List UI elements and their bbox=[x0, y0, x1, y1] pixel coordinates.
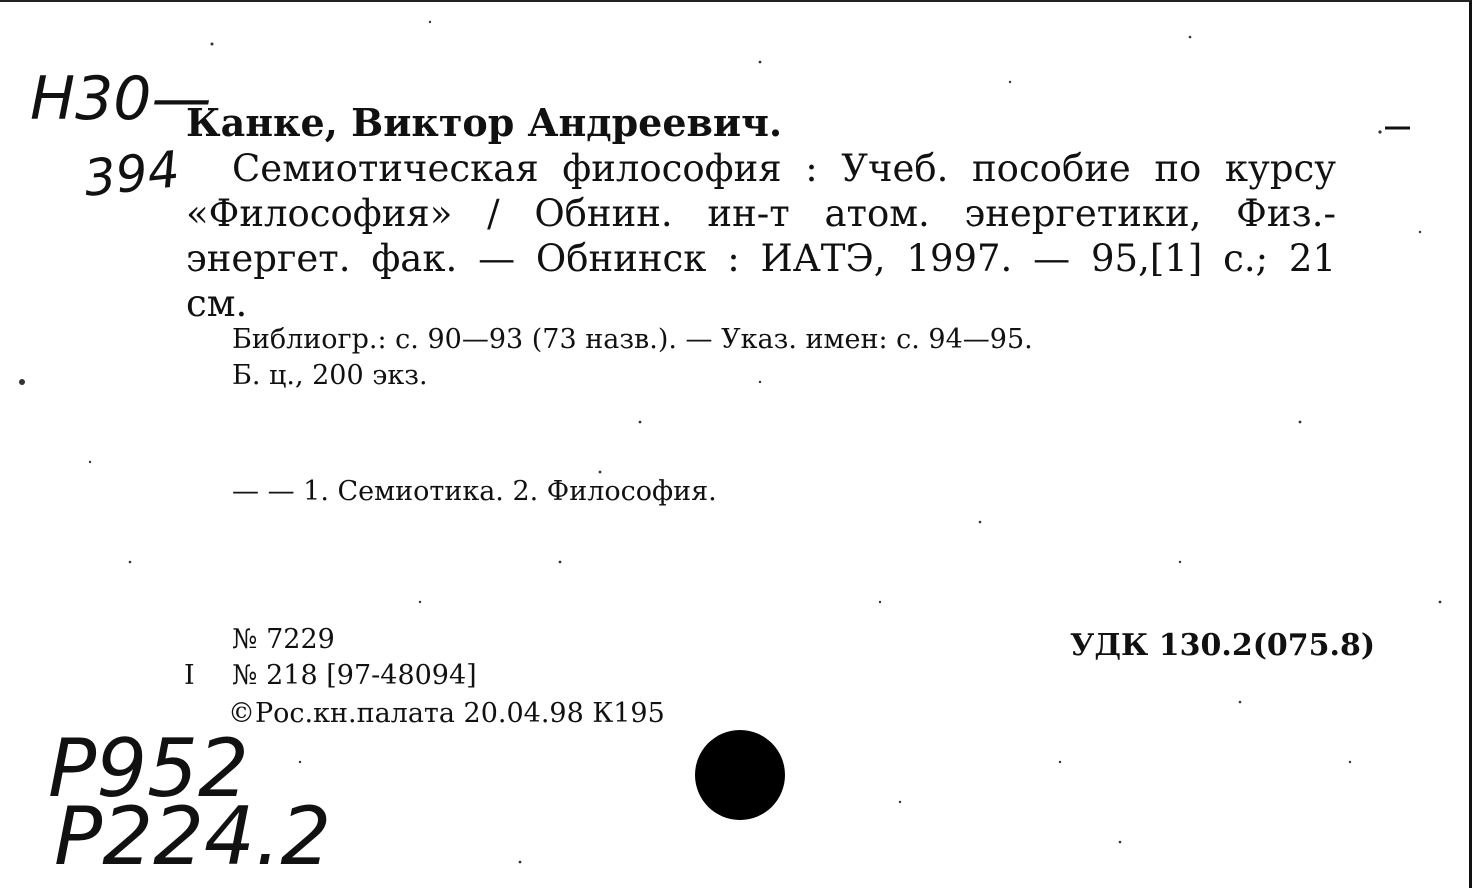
bibliography-note: Библиогр.: с. 90—93 (73 назв.). — Указ. имен: с. 94—95. bbox=[232, 324, 1033, 355]
series-mark: I bbox=[184, 660, 195, 691]
scan-noise bbox=[0, 2, 1472, 890]
price-print-run-note: Б. ц., 200 экз. bbox=[232, 360, 428, 391]
registration-number: № 218 [97-48094] bbox=[232, 660, 477, 691]
subject-headings: — — 1. Семиотика. 2. Философия. bbox=[232, 476, 717, 507]
shelfmark-line2: 394 bbox=[81, 140, 183, 208]
handwritten-code-1: Р952 bbox=[48, 722, 249, 815]
description-line: см. bbox=[186, 282, 248, 325]
card-number: № 7229 bbox=[232, 624, 335, 655]
shelfmark-line1: Н30— bbox=[30, 64, 212, 134]
description-line: энергет. фак. — Обнинск : ИАТЭ, 1997. — 95,[1] с.; 21 bbox=[186, 237, 1336, 280]
handwritten-code-2: Р224.2 bbox=[54, 790, 332, 883]
copyright-line: ©Рос.кн.палата 20.04.98 К195 bbox=[228, 698, 665, 729]
author-heading: Канке, Виктор Андреевич. bbox=[186, 100, 783, 145]
description-line: «Философия» / Обнин. ин-т атом. энергетики, Физ.- bbox=[186, 192, 1336, 235]
description-line: Семиотическая философия : Учеб. пособие по курсу bbox=[232, 147, 1336, 190]
udk-code: УДК 130.2(075.8) bbox=[1070, 628, 1376, 663]
